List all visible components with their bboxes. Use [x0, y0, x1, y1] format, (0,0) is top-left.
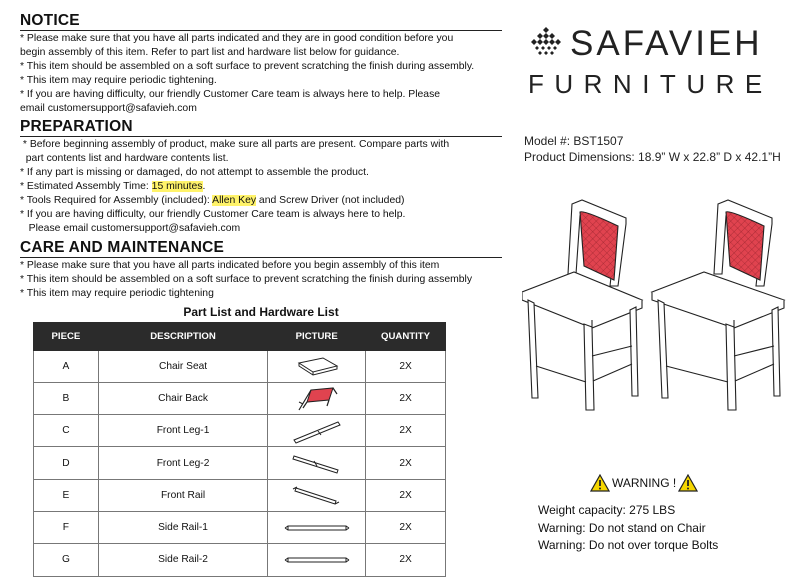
- description-cell: Side Rail-1: [98, 511, 267, 543]
- tools-highlight: Allen Key: [212, 195, 257, 207]
- table-row: [34, 382, 446, 414]
- chair-back-icon: [289, 384, 345, 412]
- product-info: [524, 133, 781, 165]
- front-leg-icon: [288, 418, 346, 444]
- notice-line: begin assembly of this item. Refer to part list and hardware list below for guidance.: [20, 46, 400, 58]
- picture-cell: [268, 447, 366, 479]
- warning-note: Warning: Do not stand on Chair: [538, 520, 706, 535]
- piece-cell: D: [34, 447, 99, 479]
- model-number: Model #: BST1507: [524, 134, 624, 148]
- bar-stool-2: [652, 200, 784, 410]
- notice-line: email customersupport@safavieh.com: [20, 102, 197, 114]
- notice-line: * This item may require periodic tightening.: [20, 74, 217, 86]
- care-line: * This item may require periodic tightening: [20, 287, 214, 299]
- brand-logo: [528, 22, 808, 102]
- preparation-title: PREPARATION: [20, 118, 502, 137]
- care-text: [20, 259, 502, 301]
- notice-text: [20, 32, 502, 115]
- piece-cell: E: [34, 479, 99, 511]
- picture-cell: [268, 544, 366, 576]
- quantity-cell: 2X: [366, 544, 446, 576]
- quantity-cell: 2X: [366, 479, 446, 511]
- preparation-line: part contents list and hardware contents list.: [20, 153, 229, 165]
- preparation-line: * If any part is missing or damaged, do not attempt to assemble the product.: [20, 167, 369, 179]
- quantity-cell: 2X: [366, 415, 446, 447]
- warning-label: [590, 474, 698, 492]
- table-row: [34, 544, 446, 576]
- quantity-cell: 2X: [366, 350, 446, 382]
- brand-subtitle: FURNITURE: [528, 69, 773, 99]
- product-column: [522, 0, 808, 571]
- parts-table: [33, 322, 446, 577]
- header-quantity: QUANTITY: [366, 322, 446, 350]
- quantity-cell: 2X: [366, 511, 446, 543]
- picture-cell: [268, 479, 366, 511]
- picture-cell: [268, 415, 366, 447]
- header-picture: PICTURE: [268, 322, 366, 350]
- description-cell: Chair Back: [98, 382, 267, 414]
- piece-cell: C: [34, 415, 99, 447]
- table-row: [34, 511, 446, 543]
- instructions-column: [20, 12, 502, 577]
- piece-cell: B: [34, 382, 99, 414]
- safavieh-emblem-icon: [528, 26, 564, 62]
- quantity-cell: 2X: [366, 382, 446, 414]
- preparation-text: [20, 138, 502, 235]
- preparation-line: Please email customersupport@safavieh.com: [20, 222, 241, 234]
- description-cell: Front Leg-1: [98, 415, 267, 447]
- picture-cell: [268, 382, 366, 414]
- preparation-line: * If you are having difficulty, our friendly Customer Care team is always here to help.: [20, 208, 406, 220]
- parts-table-header: [34, 322, 446, 350]
- bar-stools-illustration: [522, 196, 808, 411]
- notice-line: * This item should be assembled on a soft surface to prevent scratching the finish during assembly.: [20, 60, 475, 72]
- tools-line: * Tools Required for Assembly (included): Allen Key and Screw Driver (not included): [20, 195, 405, 207]
- table-row: [34, 415, 446, 447]
- preparation-line: * Before beginning assembly of product, make sure all parts are present. Compare parts with: [20, 139, 450, 151]
- brand-name: SAFAVIEH: [570, 24, 763, 63]
- rail-icon: [288, 482, 346, 508]
- piece-cell: G: [34, 544, 99, 576]
- product-dimensions: Product Dimensions: 18.9” W x 22.8” D x 42.1”H: [524, 150, 781, 164]
- care-line: * This item should be assembled on a soft surface to prevent scratching the finish during assembly: [20, 273, 473, 285]
- warning-note: Warning: Do not over torque Bolts: [538, 538, 719, 552]
- assembly-time-highlight: 15 minutes: [151, 181, 203, 193]
- quantity-cell: 2X: [366, 447, 446, 479]
- warning-triangle-icon: [678, 474, 698, 492]
- picture-cell: [268, 350, 366, 382]
- piece-cell: A: [34, 350, 99, 382]
- header-description: DESCRIPTION: [98, 322, 267, 350]
- notice-title: NOTICE: [20, 12, 502, 31]
- side-rail-icon: [282, 550, 352, 570]
- front-leg-icon: [288, 450, 346, 476]
- weight-capacity: Weight capacity: 275 LBS: [538, 503, 676, 517]
- picture-cell: [268, 511, 366, 543]
- care-line: * Please make sure that you have all parts indicated before you begin assembly of this item: [20, 259, 440, 271]
- notice-line: * If you are having difficulty, our friendly Customer Care team is always here to help. Please: [20, 88, 441, 100]
- description-cell: Side Rail-2: [98, 544, 267, 576]
- piece-cell: F: [34, 511, 99, 543]
- table-row: [34, 447, 446, 479]
- care-title: CARE AND MAINTENANCE: [20, 239, 502, 258]
- table-row: [34, 350, 446, 382]
- header-piece: PIECE: [34, 322, 99, 350]
- parts-table-title: Part List and Hardware List: [183, 304, 339, 319]
- table-row: [34, 479, 446, 511]
- warning-triangle-icon: [590, 474, 610, 492]
- notice-line: * Please make sure that you have all parts indicated and they are in good condition before you: [20, 33, 454, 44]
- chair-seat-icon: [293, 354, 341, 378]
- warning-text: WARNING !: [612, 476, 677, 490]
- side-rail-icon: [282, 518, 352, 538]
- bar-stool-1: [522, 200, 642, 410]
- warning-notes: [538, 502, 718, 555]
- description-cell: Front Rail: [98, 479, 267, 511]
- description-cell: Front Leg-2: [98, 447, 267, 479]
- description-cell: Chair Seat: [98, 350, 267, 382]
- assembly-time-line: * Estimated Assembly Time: 15 minutes.: [20, 181, 206, 193]
